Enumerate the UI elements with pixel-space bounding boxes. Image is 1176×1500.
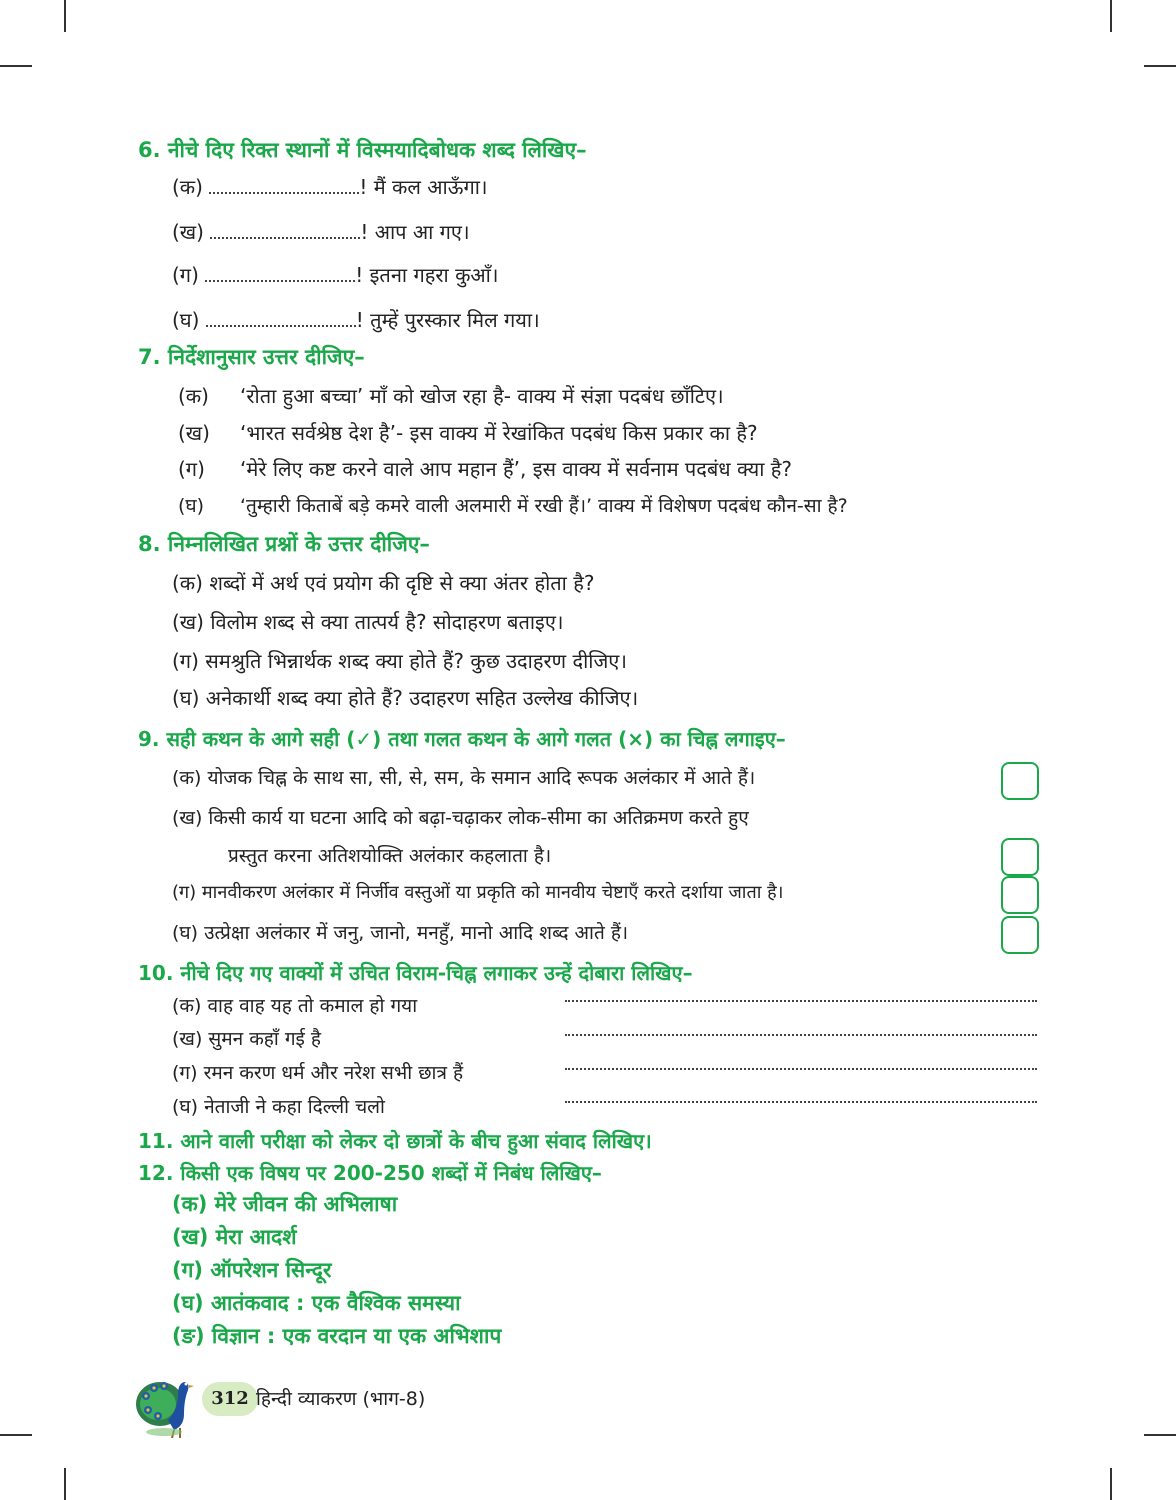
answer-checkbox[interactable] [1001,876,1039,914]
item-text: समश्रुति भिन्नार्थक शब्द क्या होते हैं? कुछ उदाहरण दीजिए। [205,649,627,673]
item-label: (घ) [172,1096,199,1118]
item-text: उत्प्रेक्षा अलंकार में जनु, जानो, मनहुँ, मानो आदि शब्द आते हैं। [204,922,629,944]
item-text: मेरे जीवन की अभिलाषा [214,1192,398,1216]
item-text: ‘भारत सर्वश्रेष्ठ देश है’- इस वाक्य में रेखांकित पदबंध किस प्रकार का है? [240,421,758,445]
q12-option-gha [172,1290,461,1316]
crop-mark [64,1468,66,1500]
q12-option-kha [172,1224,296,1250]
item-label: (ख) [172,610,204,634]
item-label: (क) [172,571,203,595]
item-label: (ख) [172,1028,203,1050]
question-11-heading: 11. आने वाली परीक्षा को लेकर दो छात्रों के बीच हुआ संवाद लिखिए। [138,1129,652,1153]
answer-line[interactable] [565,1000,1037,1002]
answer-line[interactable] [565,1034,1037,1036]
question-12-heading: 12. किसी एक विषय पर 200-250 शब्दों में निबंध लिखिए– [138,1161,602,1185]
item-text: ! तुम्हें पुरस्कार मिल गया। [355,308,540,332]
q8-item-gha [172,685,638,711]
question-6-heading: 6. नीचे दिए रिक्त स्थानों में विस्मयादिबोधक शब्द लिखिए– [138,138,587,162]
q6-item-ka [172,174,487,200]
crop-mark [1110,0,1112,32]
item-text: ऑपरेशन सिन्दूर [210,1258,332,1282]
item-text: ‘तुम्हारी किताबें बड़े कमरे वाली अलमारी में रखी हैं।’ वाक्य में विशेषण पदबंध कौन-सा है? [240,495,848,517]
q6-item-kha [172,219,470,245]
item-text: मेरा आदर्श [215,1225,297,1249]
answer-line[interactable] [565,1101,1037,1103]
item-label: (ख) [172,220,204,244]
item-text: विलोम शब्द से क्या तात्पर्य है? सोदाहरण बताइए। [210,610,564,634]
item-text: विज्ञान : एक वरदान या एक अभिशाप [211,1324,502,1348]
q7-item-kha [178,420,758,446]
item-text: योजक चिह्न के साथ सा, सी, से, सम, के समान आदि रूपक अलंकार में आते हैं। [207,767,756,789]
question-10-heading: 10. नीचे दिए गए वाक्यों में उचित विराम-चिह्न लगाकर उन्हें दोबारा लिखिए– [138,961,693,985]
q7-item-ga [178,456,792,482]
crop-mark [1110,1468,1112,1500]
item-label: (ग) [172,882,197,903]
item-label: (घ) [178,495,205,517]
item-text: नेताजी ने कहा दिल्ली चलो [204,1096,385,1118]
page-footer [140,1372,480,1442]
item-label: (क) [172,767,202,789]
item-text: ‘रोता हुआ बच्चा’ माँ को खोज रहा है- वाक्य में संज्ञा पदबंध छाँटिए। [240,384,724,408]
item-label: (क) [172,1192,208,1216]
item-label: (क) [172,995,202,1017]
q10-item-kha [172,1026,321,1052]
item-label: (ग) [172,649,199,673]
answer-checkbox[interactable] [1001,762,1039,800]
q12-option-ka [172,1191,397,1217]
q7-item-gha [178,493,848,519]
item-text: शब्दों में अर्थ एवं प्रयोग की दृष्टि से क्या अंतर होता है? [209,571,595,595]
item-label: (ख) [172,807,203,829]
item-label: (घ) [172,1291,204,1315]
q6-item-ga [172,262,498,288]
q6-item-gha [172,307,540,333]
peacock-icon [134,1370,206,1440]
q9-item-ka [172,765,755,791]
item-label: (क) [178,384,209,408]
item-label: (घ) [172,686,200,710]
item-label: (ग) [178,457,205,481]
crop-mark [0,1434,32,1436]
q10-item-ga [172,1060,463,1086]
item-label: (ख) [172,1225,209,1249]
q9-item-gha [172,920,628,946]
item-text: ! मैं कल आऊँगा। [359,175,488,199]
item-text: रमन करण धर्म और नरेश सभी छात्र हैं [203,1062,464,1084]
item-text: ! इतना गहरा कुआँ। [355,263,499,287]
answer-blank[interactable] [210,223,360,239]
answer-blank[interactable] [206,311,356,327]
crop-mark [1144,1434,1176,1436]
q9-item-kha [172,805,749,831]
crop-mark [64,0,66,32]
question-8-heading: 8. निम्नलिखित प्रश्नों के उत्तर दीजिए– [138,532,430,556]
item-text: किसी कार्य या घटना आदि को बढ़ा-चढ़ाकर लोक-सीमा का अतिक्रमण करते हुए [208,807,749,829]
page-number: 312 [202,1382,258,1416]
item-label: (ङ) [172,1324,205,1348]
q10-item-ka [172,993,417,1019]
question-7-heading: 7. निर्देशानुसार उत्तर दीजिए– [138,345,365,369]
answer-line[interactable] [565,1068,1037,1070]
item-label: (ख) [178,421,210,445]
item-text: मानवीकरण अलंकार में निर्जीव वस्तुओं या प्रकृति को मानवीय चेष्टाएँ करते दर्शाया जाता है। [201,882,784,903]
book-title: हिन्दी व्याकरण (भाग-8) [256,1388,426,1410]
answer-blank[interactable] [205,266,355,282]
crop-mark [0,65,32,67]
crop-mark [1144,65,1176,67]
answer-checkbox[interactable] [1001,838,1039,876]
item-text: ! आप आ गए। [360,220,470,244]
q12-option-ga [172,1257,331,1283]
item-text: ‘मेरे लिए कष्ट करने वाले आप महान हैं’, इस वाक्य में सर्वनाम पदबंध क्या है? [240,457,793,481]
q8-item-ga [172,648,627,674]
item-label: (ग) [172,1258,204,1282]
item-label: (क) [172,175,203,199]
question-9-heading: 9. सही कथन के आगे सही (✓) तथा गलत कथन के आगे गलत (×) का चिह्न लगाइए– [138,727,786,751]
item-label: (घ) [172,308,200,332]
item-text: आतंकवाद : एक वैश्विक समस्या [210,1291,461,1315]
q7-item-ka [178,383,724,409]
q9-item-ga [172,880,784,906]
item-label: (घ) [172,922,199,944]
item-text: वाह वाह यह तो कमाल हो गया [207,995,418,1017]
item-label: (ग) [172,1062,198,1084]
item-label: (ग) [172,263,199,287]
answer-checkbox[interactable] [1001,916,1039,954]
q8-item-kha [172,609,564,635]
q10-item-gha [172,1094,385,1120]
item-text: अनेकार्थी शब्द क्या होते हैं? उदाहरण सहित उल्लेख कीजिए। [205,686,639,710]
item-text: सुमन कहाँ गई है [208,1028,322,1050]
q8-item-ka [172,570,594,596]
q9-item-kha-continued: प्रस्तुत करना अतिशयोक्ति अलंकार कहलाता है। [228,845,552,867]
q12-option-nga [172,1323,501,1349]
answer-blank[interactable] [209,178,359,194]
